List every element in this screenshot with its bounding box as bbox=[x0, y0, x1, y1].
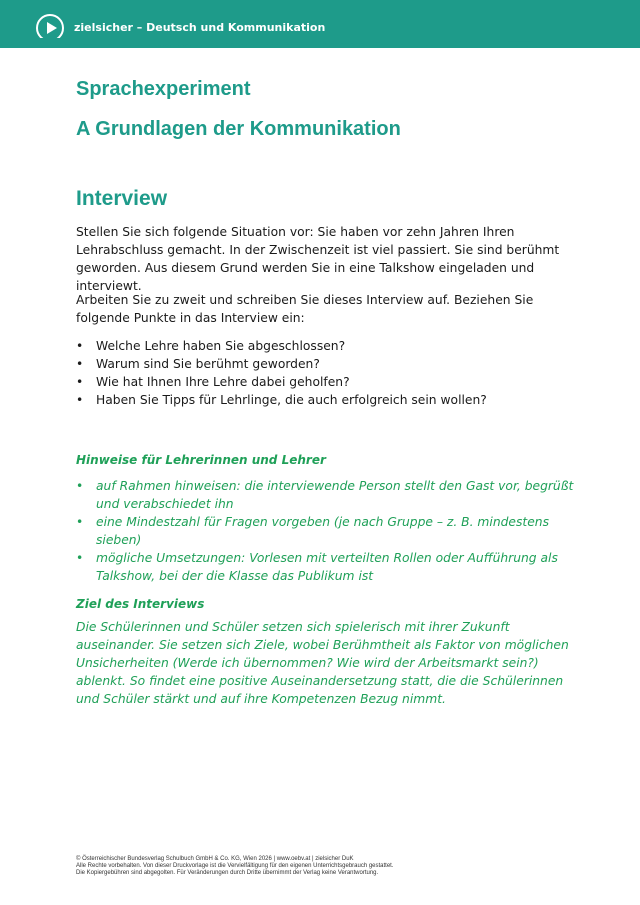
list-item: • eine Mindestzahl für Fragen vorgeben (je nach Gruppe – z. B. mindestens sieben) bbox=[76, 515, 549, 547]
header-dot bbox=[541, 45, 543, 47]
header-dot bbox=[386, 44, 388, 46]
header-dot bbox=[41, 45, 43, 47]
header-dot bbox=[181, 44, 183, 46]
header-dot bbox=[1, 44, 3, 46]
header-dot bbox=[316, 43, 318, 45]
header-dot bbox=[361, 43, 363, 45]
header-dot bbox=[276, 42, 278, 44]
title-line-1: Sprachexperiment bbox=[76, 78, 251, 100]
goal-heading: Ziel des Interviews bbox=[76, 597, 205, 611]
header-dot bbox=[426, 45, 428, 47]
header-dot bbox=[596, 43, 598, 45]
header-dot bbox=[226, 43, 228, 45]
header-dot bbox=[601, 43, 603, 45]
list-item: • Haben Sie Tipps für Lehrlinge, die auch erfolgreich sein wollen? bbox=[76, 393, 487, 407]
hints-list bbox=[76, 477, 576, 585]
list-item: • Wie hat Ihnen Ihre Lehre dabei geholfen? bbox=[76, 375, 350, 389]
header-dot bbox=[191, 44, 193, 46]
header-dot bbox=[491, 45, 493, 47]
header-dot bbox=[441, 45, 443, 47]
header-dot bbox=[451, 45, 453, 47]
header-dot bbox=[256, 43, 258, 45]
header-dot bbox=[561, 44, 563, 46]
header-dot bbox=[566, 44, 568, 46]
header-dot bbox=[546, 44, 548, 46]
header-dot bbox=[311, 43, 313, 45]
header-dot bbox=[366, 44, 368, 46]
header-dot bbox=[86, 45, 88, 47]
header-dot bbox=[201, 44, 203, 46]
header-dot bbox=[221, 43, 223, 45]
header-dot bbox=[396, 44, 398, 46]
header-dot bbox=[136, 45, 138, 47]
header-dot bbox=[481, 45, 483, 47]
header-dot bbox=[281, 42, 283, 44]
header-dot bbox=[266, 42, 268, 44]
header-dot bbox=[326, 43, 328, 45]
header-dot bbox=[241, 43, 243, 45]
header-dot bbox=[346, 43, 348, 45]
header-dot bbox=[156, 45, 158, 47]
header-dot bbox=[511, 45, 513, 47]
header-dot bbox=[211, 43, 213, 45]
header-dot bbox=[196, 44, 198, 46]
header-dot bbox=[456, 45, 458, 47]
task-paragraph: Arbeiten Sie zu zweit und schreiben Sie dieses Interview auf. Beziehen Sie folgende Punkte in das Interview ein: bbox=[76, 293, 534, 325]
header-dot bbox=[186, 44, 188, 46]
header-dot bbox=[46, 45, 48, 47]
header-dot bbox=[621, 43, 623, 45]
footer-line: Die Kopiergebühren sind abgegolten. Für Veränderungen durch Dritte übernimmt der Verlag keine Verantwortung. bbox=[76, 870, 379, 876]
header-dot bbox=[141, 45, 143, 47]
header-dot bbox=[76, 45, 78, 47]
header-dot bbox=[31, 45, 33, 47]
header-dot bbox=[271, 42, 273, 44]
header-dot bbox=[26, 45, 28, 47]
header-dot bbox=[206, 43, 208, 45]
section-title: Interview bbox=[76, 187, 168, 210]
header-dot bbox=[606, 43, 608, 45]
header-dot bbox=[286, 42, 288, 44]
header-dot bbox=[406, 45, 408, 47]
header-dot bbox=[66, 45, 68, 47]
header-dot bbox=[216, 43, 218, 45]
hints-heading: Hinweise für Lehrerinnen und Lehrer bbox=[76, 453, 326, 467]
header-title: zielsicher – Deutsch und Kommunikation bbox=[74, 21, 326, 34]
goal-paragraph: Die Schülerinnen und Schüler setzen sich spielerisch mit ihrer Zukunft auseinander. Sie setzen sich Ziele, wobei Berühmtheit als Faktor von möglichen Unsicherheiten (Werde ich übernommen? Wie wird der Arbeitsmarkt sein?) ablenkt. So findet eine positive Auseinandersetzung statt, die die Schülerinnen und Schüler stärkt und auf ihre Kompetenzen Bezug nimmt. bbox=[76, 620, 569, 706]
header-dot bbox=[471, 45, 473, 47]
header-dot bbox=[126, 45, 128, 47]
header-dot bbox=[236, 43, 238, 45]
header-dot bbox=[296, 42, 298, 44]
header-dot bbox=[571, 44, 573, 46]
list-item: • mögliche Umsetzungen: Vorlesen mit verteilten Rollen oder Aufführung als Talkshow, bei der die Klasse das Publikum ist bbox=[76, 551, 558, 583]
header-dot bbox=[306, 43, 308, 45]
header-dot bbox=[51, 45, 53, 47]
title-line-2: A Grundlagen der Kommunikation bbox=[76, 118, 401, 140]
header-dot bbox=[146, 45, 148, 47]
header-dot bbox=[461, 45, 463, 47]
header-dot bbox=[356, 43, 358, 45]
header-dot bbox=[351, 43, 353, 45]
header-dot bbox=[501, 45, 503, 47]
header-dot bbox=[151, 45, 153, 47]
header-dot bbox=[11, 44, 13, 46]
header-dot bbox=[21, 44, 23, 46]
header-dot bbox=[586, 43, 588, 45]
header-dot bbox=[631, 43, 633, 45]
header-dot bbox=[626, 43, 628, 45]
header-dot bbox=[91, 45, 93, 47]
header-dot bbox=[371, 44, 373, 46]
header-dot bbox=[106, 45, 108, 47]
header-dot bbox=[591, 43, 593, 45]
header-dot bbox=[331, 43, 333, 45]
list-item: • Welche Lehre haben Sie abgeschlossen? bbox=[76, 339, 346, 353]
header-dot bbox=[581, 44, 583, 46]
header-dot bbox=[101, 45, 103, 47]
header-dot bbox=[336, 43, 338, 45]
header-dot bbox=[416, 45, 418, 47]
list-item: • auf Rahmen hinweisen: die interviewende Person stellt den Gast vor, begrüßt und verabschiedet ihn bbox=[76, 479, 574, 511]
question-list bbox=[76, 337, 576, 409]
header-dot bbox=[421, 45, 423, 47]
header-dot bbox=[446, 45, 448, 47]
list-item: • Warum sind Sie berühmt geworden? bbox=[76, 357, 320, 371]
header-dot bbox=[321, 43, 323, 45]
header-dot bbox=[531, 45, 533, 47]
page-header-bar bbox=[0, 0, 640, 48]
header-dot bbox=[516, 45, 518, 47]
header-dot bbox=[231, 43, 233, 45]
header-dot bbox=[6, 44, 8, 46]
header-dot bbox=[36, 45, 38, 47]
header-dot bbox=[411, 45, 413, 47]
header-dot bbox=[121, 45, 123, 47]
header-dot bbox=[56, 45, 58, 47]
header-dot bbox=[431, 45, 433, 47]
header-dot bbox=[576, 44, 578, 46]
header-dot bbox=[381, 44, 383, 46]
intro-paragraph: Stellen Sie sich folgende Situation vor: Sie haben vor zehn Jahren Ihren Lehrabschluss gemacht. In der Zwischenzeit ist viel passiert. Sie sind berühmt geworden. Aus diesem Grund werden Sie in eine Talkshow eingeladen und interviewt. bbox=[76, 225, 560, 293]
header-dot bbox=[636, 43, 638, 45]
header-dot bbox=[526, 45, 528, 47]
header-dot bbox=[486, 45, 488, 47]
header-dot bbox=[466, 45, 468, 47]
header-dot bbox=[171, 44, 173, 46]
header-dot bbox=[341, 43, 343, 45]
header-dot bbox=[401, 44, 403, 46]
header-dot bbox=[291, 42, 293, 44]
header-dot bbox=[551, 44, 553, 46]
header-dot bbox=[161, 45, 163, 47]
header-dot bbox=[301, 42, 303, 44]
header-dot bbox=[81, 45, 83, 47]
header-dot bbox=[506, 45, 508, 47]
header-dot bbox=[71, 45, 73, 47]
header-dot bbox=[16, 44, 18, 46]
header-dot bbox=[251, 43, 253, 45]
header-dot bbox=[521, 45, 523, 47]
header-dotted-wave bbox=[0, 38, 640, 50]
header-dot bbox=[131, 45, 133, 47]
header-dot bbox=[166, 44, 168, 46]
header-dot bbox=[246, 43, 248, 45]
header-dot bbox=[96, 45, 98, 47]
footer-line: Alle Rechte vorbehalten. Von dieser Druckvorlage ist die Vervielfältigung für den eigenen Unterrichtsgebrauch gestattet. bbox=[76, 863, 394, 869]
header-dot bbox=[611, 43, 613, 45]
header-dot bbox=[536, 45, 538, 47]
header-dot bbox=[61, 45, 63, 47]
header-dot bbox=[391, 44, 393, 46]
header-dot bbox=[496, 45, 498, 47]
header-dot bbox=[376, 44, 378, 46]
header-dot bbox=[436, 45, 438, 47]
header-dot bbox=[261, 43, 263, 45]
header-dot bbox=[556, 44, 558, 46]
header-dot bbox=[476, 45, 478, 47]
header-dot bbox=[116, 45, 118, 47]
header-dot bbox=[616, 43, 618, 45]
header-dot bbox=[176, 44, 178, 46]
page-footer bbox=[76, 856, 576, 877]
header-dot bbox=[111, 45, 113, 47]
footer-line: © Österreichischer Bundesverlag Schulbuch GmbH & Co. KG, Wien 2026 | www.oebv.at | zielsicher DuK bbox=[76, 856, 354, 862]
